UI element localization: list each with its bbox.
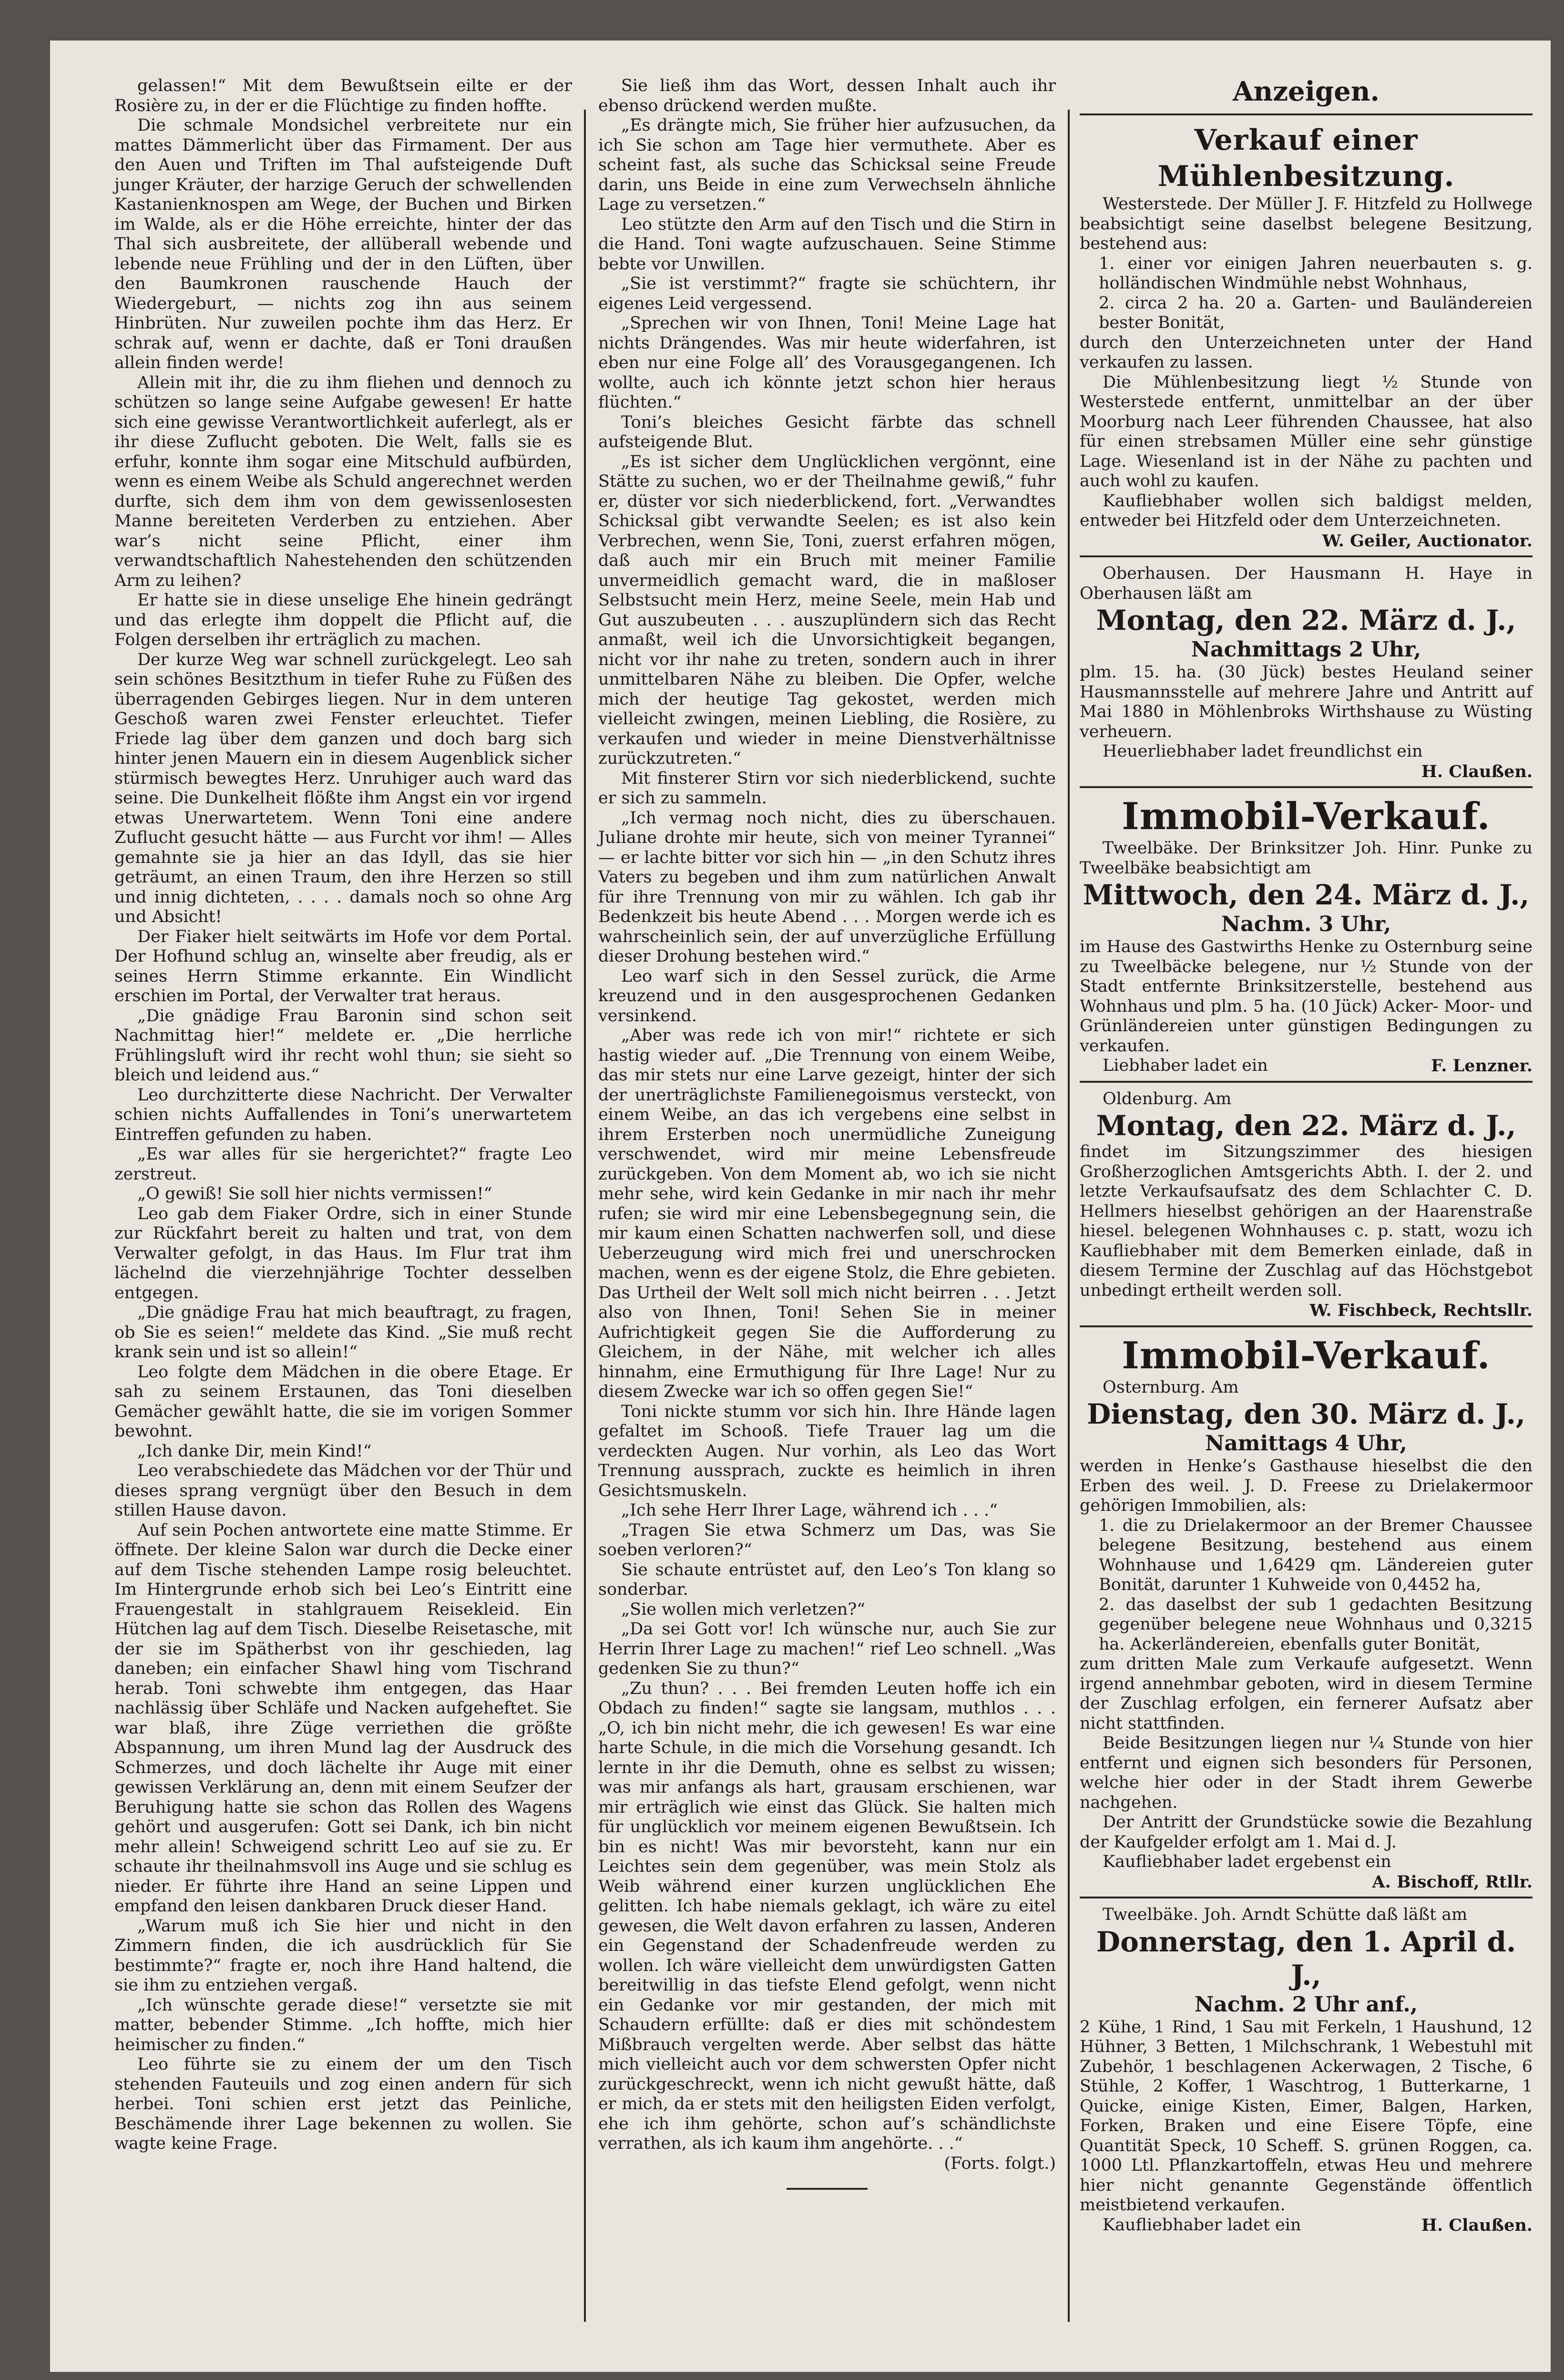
story-paragraph: Die schmale Mondsichel verbreitete nur ein mattes Dämmerlicht über das Firmament. Der aus den Auen und Triften im Thal aufsteigende Duft junger Kräuter, der harzige Geruch der schwellenden Kastanienknospen am Wege, der Buchen und Birken im Walde, als er die Höhe erreichte, hinter der das Thal sich ausbreitete, der allüberall webende und lebende neue Frühling und der in den Lüften, über den Baumkronen rauschende Hauch der Wiedergeburt, — nichts zog ihn aus seinem Hinbrüten. Nur zuweilen pochte ihm das Herz. Er schrak auf, wenn er dachte, daß er Toni draußen allein finden werde! bbox=[114, 116, 572, 372]
story-paragraph: „Es war alles für sie hergerichtet?“ fragte Leo zerstreut. bbox=[114, 1145, 572, 1184]
story-paragraph: Der kurze Weg war schnell zurückgelegt. Leo sah sein schönes Besitzthum in tiefer Ruhe zu Füßen des überragenden Gebirges liegen. Nur in dem unteren Geschoß waren zwei Fenster erleuchtet. Tiefer Friede lag über dem ganzen und doch barg sich hinter jenen Mauern ein in diesem Augenblick sicher stürmisch bewegtes Herz. Unruhiger auch ward das seine. Die Dunkelheit flößte ihm Angst ein vor irgend etwas Unerwartetem. Wenn Toni eine andere Zuflucht gesucht hätte — aus Furcht vor ihm! — Alles gemahnte sie ja hier an das Idyll, das sie hier geträumt, an einen Traum, den ihre Herzen so still und innig dichteten, . . . . damals noch so ohne Arg und Absicht! bbox=[114, 650, 572, 926]
story-paragraph: „Sie wollen mich verletzen?“ bbox=[621, 1600, 866, 1619]
ad-muehle-line: Westerstede. Der Müller J. F. Hitzfeld zu Hollwege beabsichtigt seine daselbst belegene Besitzung, bestehend aus: bbox=[1080, 195, 1533, 253]
column-divider-2 bbox=[1068, 110, 1070, 2322]
ad-tweelbaeke-time: Nachm. 2 Uhr anf., bbox=[1195, 1992, 1418, 2017]
ad-immobil-1-intro: Tweelbäke. Der Brinksitzer Joh. Hinr. Punke zu Tweelbäke beabsichtigt am bbox=[1080, 839, 1533, 878]
ad-muehle-line: durch den Unterzeichneten unter der Hand verkaufen zu lassen. bbox=[1080, 333, 1533, 372]
story-paragraph: „Sprechen wir von Ihnen, Toni! Meine Lage hat nichts Drängendes. Was mir heute widerfahren, ist eben nur eine Folge all’ des Vorausgegangenen. Ich wollte, auch ich könnte jetzt schon hier heraus flüchten.“ bbox=[598, 314, 1056, 412]
story-paragraph: „Ich sehe Herr Ihrer Lage, während ich . . .“ bbox=[621, 1501, 998, 1520]
ad-oldenburg-signature: W. Fischbeck, Rechtsllr. bbox=[1309, 1301, 1533, 1320]
ad-immobil-1-signature: F. Lenzner. bbox=[1431, 1056, 1533, 1076]
ad-tweelbaeke-signature: H. Claußen. bbox=[1421, 2215, 1533, 2235]
story-paragraph: Auf sein Pochen antwortete eine matte Stimme. Er öffnete. Der kleine Salon war durch die Decke einer auf dem Tische stehenden Lampe rosig beleuchtet. Im Hintergrunde erhob sich bei Leo’s Eintritt eine Frauengestalt in stahlgrauem Reisekleid. Ein Hütchen lag auf dem Tisch. Dieselbe Reisetasche, mit der sie im Spätherbst von ihr geschieden, lag daneben; ein einfacher Shawl hing vom Tischrand herab. Toni schwebte ihm entgegen, das Haar nachlässig über Schläfe und Nacken aufgeheftet. Sie war blaß, ihre Züge verriethen die größte Abspannung, um ihren Mund lag der Ausdruck des Schmerzes, und doch lächelte ihr Auge mit einer gewissen Verklärung an, denn mit einem Seufzer der Beruhigung hatte sie schon das Rollen des Wagens gehört und ausgerufen: Gott sei Dank, ich bin nicht mehr allein! Schweigend schritt Leo auf sie zu. Er schaute ihr theilnahmsvoll ins Auge und sie schlug es nieder. Er führte ihre Hand an seine Lippen und empfand den leisen dankbaren Druck dieser Hand. bbox=[114, 1520, 572, 1916]
story-paragraph: „Aber was rede ich von mir!“ richtete er sich hastig wieder auf. „Die Trennung von einem Weibe, das mir stets nur eine Larve gezeigt, hinter der sich der unerträglichste Familienegoismus versteckt, von einem Weibe, an das ich vergebens eine selbst in ihrem Ersterben noch unermüdliche Zuneigung verschwendet, wird mir meine Lebensfreude zurückgeben. Von dem Moment ab, wo ich sie nicht mehr sehe, wird kein Gedanke in mir nach ihr mehr rufen; sie wird mir eine Lebensbegegnung sein, die mir kaum einen Schatten nachwerfen soll, und diese Ueberzeugung wird mich frei und unerschrocken machen, wenn es der eigene Stolz, die Ehre gebieten. Das Urtheil der Welt soll mich nicht beirren . . . Jetzt also von Ihnen, Toni! Sehen Sie in meiner Aufrichtigkeit gegen Sie die Aufforderung zu Gleichem, in der Nähe, mit welcher ich alles hinnahm, eine Ermuthigung für Ihre Lage! Nur zu diesem Zwecke war ich so offen gegen Sie!“ bbox=[598, 1026, 1056, 1401]
ads-section-title: Anzeigen. bbox=[1233, 76, 1380, 107]
story-paragraph: Allein mit ihr, die zu ihm fliehen und dennoch zu schützen so lange seine Aufgabe gewesen! Er hatte sich eine gewisse Verantwortlichkeit auferlegt, als er ihr diese Zuflucht geboten. Die Welt, falls sie es erfuhr, konnte ihm sogar eine Mitschuld aufbürden, wenn es einem Weibe als Schuld angerechnet werden durfte, sich dem ihm von dem gewissenlosesten Manne bereiteten Verderben zu entziehen. Aber war’s nicht seine Pflicht, einer ihm verwandtschaftlich Nahestehenden den schützenden Arm zu leihen? bbox=[114, 373, 572, 590]
story-paragraph: Leo warf sich in den Sessel zurück, die Arme kreuzend und in den ausgesprochenen Gedanken versinkend. bbox=[598, 966, 1056, 1026]
ad-immobil-2-intro: Osternburg. Am bbox=[1103, 1377, 1239, 1397]
story-paragraph: Leo führte sie zu einem der um den Tisch stehenden Fauteuils und zog einen andern für sich herbei. Toni schien erst jetzt das Peinliche, Beschämende ihrer Lage bekennen zu wollen. Sie wagte keine Frage. bbox=[114, 2055, 572, 2153]
ad-immobil-2-signature: A. Bischoff, Rtllr. bbox=[1372, 1872, 1533, 1892]
story-paragraph: „Da sei Gott vor! Ich wünsche nur, auch Sie zur Herrin Ihrer Lage zu machen!“ rief Leo schnell. „Was gedenken Sie zu thun?“ bbox=[598, 1620, 1056, 1678]
column-divider-1 bbox=[584, 110, 586, 2322]
story-paragraph: „Es drängte mich, Sie früher hier aufzusuchen, da ich Sie schon am Tage hier vermuthete. Aber es scheint fast, als suche das Schicksal seine Freude darin, uns Beide in eine zum Verwechseln ähnliche Lage zu versetzen.“ bbox=[598, 116, 1056, 214]
story-continuation: (Forts. folgt.) bbox=[944, 2154, 1056, 2173]
story-paragraph: „Die gnädige Frau hat mich beauftragt, zu fragen, ob Sie es seien!“ meldete das Kind. „Sie muß recht krank sein und ist so allein!“ bbox=[114, 1303, 572, 1362]
ad-oldenburg-body: findet im Sitzungszimmer des hiesigen Großherzoglichen Amtsgerichts Abth. I. der 2. und letzte Verkaufsaufsatz des dem Schlachter C. D. Hellmers hieselbst gehörigen an der Haarenstraße hiesel. belegenen Wohnhauses c. p. statt, wozu ich Kaufliebhaber mit dem Bemerken einlade, daß in diesem Termine der Zuschlag auf das Höchstgebot unbedingt ertheilt werden soll. bbox=[1080, 1142, 1533, 1300]
story-paragraph: „Es ist sicher dem Unglücklichen vergönnt, eine Stätte zu suchen, wo er der Theilnahme gewiß,“ fuhr er, düster vor sich niederblickend, fort. „Verwandtes Schicksal gibt verwandte Seelen; es ist also kein Verbrechen, wenn Sie, Toni, zuerst erfahren mögen, daß auch mir ein Bruch mit meiner Familie unvermeidlich gemacht ward, die in maßloser Selbstsucht mein Herz, meine Seele, mein Hab und Gut auszubeuten . . . auszuplündern sich das Recht anmaßt, weil ich die Unvorsichtigkeit begangen, nicht vor ihr nahe zu treten, sondern auch in ihrer unmittelbaren Nähe zu bleiben. Die Opfer, welche mich der heutige Tag gekostet, werden mich vielleicht zwingen, meinen Liebling, die Rosière, zu verkaufen und wieder in meine Dienstverhältnisse zurückzutreten.“ bbox=[598, 452, 1056, 768]
ads-column bbox=[1080, 76, 1533, 2235]
story-paragraph: Leo stützte den Arm auf den Tisch und die Stirn in die Hand. Toni wagte aufzuschauen. Seine Stimme bebte vor Unwillen. bbox=[598, 215, 1056, 274]
ad-immobil-1-closing bbox=[1080, 1056, 1533, 1076]
ad-oberhausen-body: plm. 15. ha. (30 Jück) bestes Heuland seiner Hausmannsstelle auf mehrere Jahre und Antritt auf Mai 1880 in Möhlenbroks Wirthshause zu Wüsting verheuern. bbox=[1080, 663, 1533, 741]
ad-immobil-2-body4: Der Antritt der Grundstücke sowie die Bezahlung der Kaufgelder erfolgt am 1. Mai d. J. bbox=[1080, 1813, 1533, 1852]
story-paragraph: Mit finsterer Stirn vor sich niederblickend, suchte er sich zu sammeln. bbox=[598, 769, 1056, 808]
ad-oldenburg-date: Montag, den 22. März d. J., bbox=[1096, 1109, 1516, 1142]
ad-muehle bbox=[1080, 122, 1533, 551]
ad-muehle-line: 2. circa 2 ha. 20 a. Garten- und Bauländereien bester Bonität, bbox=[1099, 293, 1533, 332]
story-paragraph: Leo durchzitterte diese Nachricht. Der Verwalter schien nichts Auffallendes in Toni’s unerwartetem Eintreffen gefunden zu haben. bbox=[114, 1085, 572, 1144]
ad-immobil-2-item: 2. das daselbst der sub 1 gedachten Besitzung gegenüber belegene neue Wohnhaus und 0,3215 ha. Ackerländereien, ebenfalls guter Bonität, bbox=[1099, 1595, 1533, 1654]
divider bbox=[1080, 1081, 1533, 1083]
ad-oberhausen-signature: H. Claußen. bbox=[1421, 761, 1533, 781]
story-paragraph: Leo folgte dem Mädchen in die obere Etage. Er sah zu seinem Erstaunen, das Toni dieselben Gemächer gewählt hatte, die sie im vorigen Sommer bewohnt. bbox=[114, 1362, 572, 1441]
ad-immobil-1 bbox=[1080, 795, 1533, 1076]
story-paragraph: Toni’s bleiches Gesicht färbte das schnell aufsteigende Blut. bbox=[598, 412, 1056, 451]
ad-oberhausen-intro: Oberhausen. Der Hausmann H. Haye in Oberhausen läßt am bbox=[1080, 564, 1533, 603]
story-paragraph: Der Fiaker hielt seitwärts im Hofe vor dem Portal. Der Hofhund schlug an, winselte aber freudig, als er seines Herrn Stimme erkannte. Ein Windlicht erschien im Portal, der Verwalter trat heraus. bbox=[114, 927, 572, 1005]
story-paragraph: „Sie ist verstimmt?“ fragte sie schüchtern, ihr eigenes Leid vergessend. bbox=[598, 274, 1056, 313]
story-paragraph: Leo gab dem Fiaker Ordre, sich in einer Stunde zur Rückfahrt bereit zu halten und trat, von dem Verwalter gefolgt, in das Haus. Im Flur trat ihm lächelnd die vierzehnjährige Tochter desselben entgegen. bbox=[114, 1204, 572, 1303]
story-paragraph: „Die gnädige Frau Baronin sind schon seit Nachmittag hier!“ meldete er. „Die herrliche Frühlingsluft wird ihr recht wohl thun; sie sieht so bleich und leidend aus.“ bbox=[114, 1006, 572, 1085]
ad-oberhausen bbox=[1080, 564, 1533, 781]
story-paragraph: Sie ließ ihm das Wort, dessen Inhalt auch ihr ebenso drückend werden mußte. bbox=[598, 76, 1056, 115]
ad-oldenburg-intro: Oldenburg. Am bbox=[1103, 1089, 1232, 1108]
ad-oberhausen-closing: Heuerliebhaber ladet freundlichst ein bbox=[1103, 742, 1423, 761]
divider bbox=[1080, 555, 1533, 557]
ad-immobil-2-closing: Kaufliebhaber ladet ergebenst ein bbox=[1103, 1852, 1391, 1871]
story-paragraph: „Ich vermag noch nicht, dies zu überschauen. Juliane drohte mir heute, sich von meiner Tyrannei“ — er lachte bitter vor sich hin — „in den Schutz ihres Vaters zu begeben und ihm zum natürlichen Anwalt für ihre Trennung von mir zu wählen. Ich gab ihr Bedenkzeit bis heute Abend . . . Morgen werde ich es wahrscheinlich sein, der auf unverzügliche Erfüllung dieser Drohung bestehen wird.“ bbox=[598, 808, 1056, 966]
story-column-1 bbox=[114, 76, 572, 2154]
story-paragraph: gelassen!“ Mit dem Bewußtsein eilte er der Rosière zu, in der er die Flüchtige zu finden hoffte. bbox=[114, 76, 572, 115]
story-paragraph: Leo verabschiedete das Mädchen vor der Thür und dieses sprang vergnügt über den Besuch in dem stillen Hause davon. bbox=[114, 1461, 572, 1520]
ad-tweelbaeke-body: 2 Kühe, 1 Rind, 1 Sau mit Ferkeln, 1 Haushund, 12 Hühner, 3 Betten, 1 Milchschrank, 1 Webestuhl mit Zubehör, 1 beschlagenen Ackerwagen, 2 Tische, 6 Stühle, 2 Koffer, 1 Waschtrog, 1 Butterkarne, 1 Quicke, einige Kisten, Eimer, Balgen, Harken, Forken, Braken und eine Eisere Töpfe, eine Quantität Speck, 10 Scheff. S. grünen Roggen, ca. 1000 Ltl. Pflanzkartoffeln, etwas Heu und mehrere hier nicht genannte Gegenstände öffentlich meistbietend verkaufen. bbox=[1080, 2017, 1533, 2215]
ad-muehle-line: Kaufliebhaber wollen sich baldigst melden, entweder bei Hitzfeld oder dem Unterzeichneten. bbox=[1080, 491, 1533, 530]
ad-immobil-1-date: Mittwoch, den 24. März d. J., bbox=[1083, 879, 1530, 911]
ad-immobil-2-body3: Beide Besitzungen liegen nur ¼ Stunde von hier entfernt und eignen sich besonders für Personen, welche hier oder in der Stadt ihrem Gewerbe nachgehen. bbox=[1080, 1734, 1533, 1812]
divider bbox=[1080, 1897, 1533, 1898]
ad-oberhausen-time: Nachmittags 2 Uhr, bbox=[1191, 637, 1421, 662]
divider bbox=[1080, 1325, 1533, 1327]
story-paragraph: „Ich wünschte gerade diese!“ versetzte sie mit matter, bebender Stimme. „Ich hoffte, mich hier heimischer zu finden.“ bbox=[114, 1995, 572, 2054]
divider bbox=[1080, 786, 1533, 788]
story-paragraph: „Ich danke Dir, mein Kind!“ bbox=[137, 1441, 372, 1461]
ad-immobil-1-body: im Hause des Gastwirths Henke zu Osternburg seine zu Tweelbäcke belegene, nur ½ Stunde von der Stadt entfernte Brinksitzerstelle, bestehend aus Wohnhaus und plm. 5 ha. (10 Jück) Acker- Moor- und Grünländereien unter günstigen Bedingungen zu verkaufen. bbox=[1080, 937, 1533, 1056]
ad-immobil-2-body1: werden in Henke’s Gasthause hieselbst die den Erben des weil. J. D. Freese zu Drielakermoor gehörigen Immobilien, als: bbox=[1080, 1457, 1533, 1515]
divider bbox=[1080, 113, 1533, 115]
ad-tweelbaeke-date: Donnerstag, den 1. April d. J., bbox=[1096, 1925, 1516, 1991]
ad-immobil-1-time: Nachm. 3 Uhr, bbox=[1221, 912, 1391, 936]
ad-immobil-2-item: 1. die zu Drielakermoor an der Bremer Chaussee belegene Besitzung, bestehend aus einem Wohnhause und 1,6429 qm. Ländereien guter Bonität, darunter 1 Kuhweide von 0,4452 ha, bbox=[1099, 1516, 1533, 1594]
ad-immobil-2-date: Dienstag, den 30. März d. J., bbox=[1086, 1398, 1525, 1430]
ad-tweelbaeke-closing-text: Kaufliebhaber ladet ein bbox=[1103, 2215, 1301, 2235]
ad-immobil-2-time: Namittags 4 Uhr, bbox=[1205, 1431, 1407, 1456]
ad-tweelbaeke-intro: Tweelbäke. Joh. Arndt Schütte daß läßt am bbox=[1103, 1905, 1468, 1924]
ad-oldenburg bbox=[1080, 1089, 1533, 1321]
story-column-2 bbox=[598, 76, 1056, 2190]
story-paragraph: „Zu thun? . . . Bei fremden Leuten hoffe ich ein Obdach zu finden!“ sagte sie langsam, muthlos . . . „O, ich bin nicht mehr, die ich gewesen! Es war eine harte Schule, in die mich die Vorsehung gesandt. Ich lernte in ihr die Demuth, ohne es selbst zu wissen; was mir anfangs als hart, grausam erschienen, war mir erträglich wie einst das Glück. Sie halten mich für unglücklich vor meinem eigenen Bewußtsein. Ich bin es nicht! Was mir bevorsteht, kann nur ein Leichtes sein dem gegenüber, was mein Stolz als Weib während einer kurzen unglücklichen Ehe gelitten. Ich habe niemals geklagt, ich wäre zu eitel gewesen, die Welt davon erfahren zu lassen, Anderen ein Gegenstand der Schadenfreude werden zu wollen. Ich wäre vielleicht dem unwürdigsten Gatten bereitwillig in das tiefste Elend gefolgt, wenn nicht ein Gedanke vor mir gestanden, der mich mit Schaudern erfüllte: daß er dies mit schöndestem Mißbrauch vergelten werde. Aber selbst das hätte mich vielleicht auch vor dem schwersten Opfer nicht zurückgeschreckt, wenn ich nicht gewußt hätte, daß er mich, da er stets mit den heiligsten Eiden verfolgt, ehe ich ihm gehörte, schon auf’s schändlichste verrathen, als ich kaum ihm angehörte. . .“ bbox=[598, 1679, 1056, 2153]
ad-muehle-signature: W. Geiler, Auctionator. bbox=[1322, 531, 1533, 551]
ad-muehle-line: 1. einer vor einigen Jahren neuerbauten s. g. holländischen Windmühle nebst Wohnhaus, bbox=[1099, 254, 1533, 293]
ad-tweelbaeke bbox=[1080, 1905, 1533, 2235]
story-paragraph: Toni nickte stumm vor sich hin. Ihre Hände lagen gefaltet im Schooß. Tiefe Trauer lag um die verdeckten Augen. Nur vorhin, als Leo das Wort Trennung aussprach, zuckte es heimlich in ihren Gesichtsmuskeln. bbox=[598, 1402, 1056, 1500]
ad-muehle-line: Die Mühlenbesitzung liegt ½ Stunde von Westerstede entfernt, unmittelbar an der über Moorburg nach Leer führenden Chaussee, hat also für einen strebsamen Müller eine sehr günstige Lage. Wiesenland ist in der Nähe zu pachten und auch wohl zu kaufen. bbox=[1080, 372, 1533, 491]
ad-immobil-2-body2: zum dritten Male zum Verkaufe aufgesetzt. Wenn irgend annehmbar geboten, wird in diesem Termine der Zuschlag erfolgen, ein fernerer Aufsatz aber nicht stattfinden. bbox=[1080, 1654, 1533, 1733]
ad-muehle-title: Verkauf einer Mühlenbesitzung. bbox=[1157, 123, 1455, 193]
ad-tweelbaeke-closing bbox=[1080, 2216, 1533, 2236]
story-paragraph: Er hatte sie in diese unselige Ehe hinein gedrängt und das erlegte ihm doppelt die Pflicht auf, die Folgen derselben ihr erträglich zu machen. bbox=[114, 591, 572, 649]
ad-oberhausen-date: Montag, den 22. März d. J., bbox=[1096, 604, 1516, 636]
story-paragraph: „Warum muß ich Sie hier und nicht in den Zimmern finden, die ich ausdrücklich für Sie bestimmte?“ fragte er, noch ihre Hand haltend, die sie ihm zu entziehen vergaß. bbox=[114, 1916, 572, 1995]
story-paragraph: Sie schaute entrüstet auf, den Leo’s Ton klang so sonderbar. bbox=[598, 1560, 1056, 1599]
story-paragraph: „Tragen Sie etwa Schmerz um Das, was Sie soeben verloren?“ bbox=[598, 1520, 1056, 1559]
story-paragraph: „O gewiß! Sie soll hier nichts vermissen!“ bbox=[137, 1184, 492, 1203]
ad-immobil-2-title: Immobil-Verkauf. bbox=[1122, 1334, 1491, 1377]
ad-immobil-1-title: Immobil-Verkauf. bbox=[1122, 795, 1491, 838]
end-rule bbox=[787, 2188, 868, 2190]
ad-immobil-2 bbox=[1080, 1334, 1533, 1892]
ad-immobil-1-closing-text: Liebhaber ladet ein bbox=[1103, 1056, 1268, 1075]
